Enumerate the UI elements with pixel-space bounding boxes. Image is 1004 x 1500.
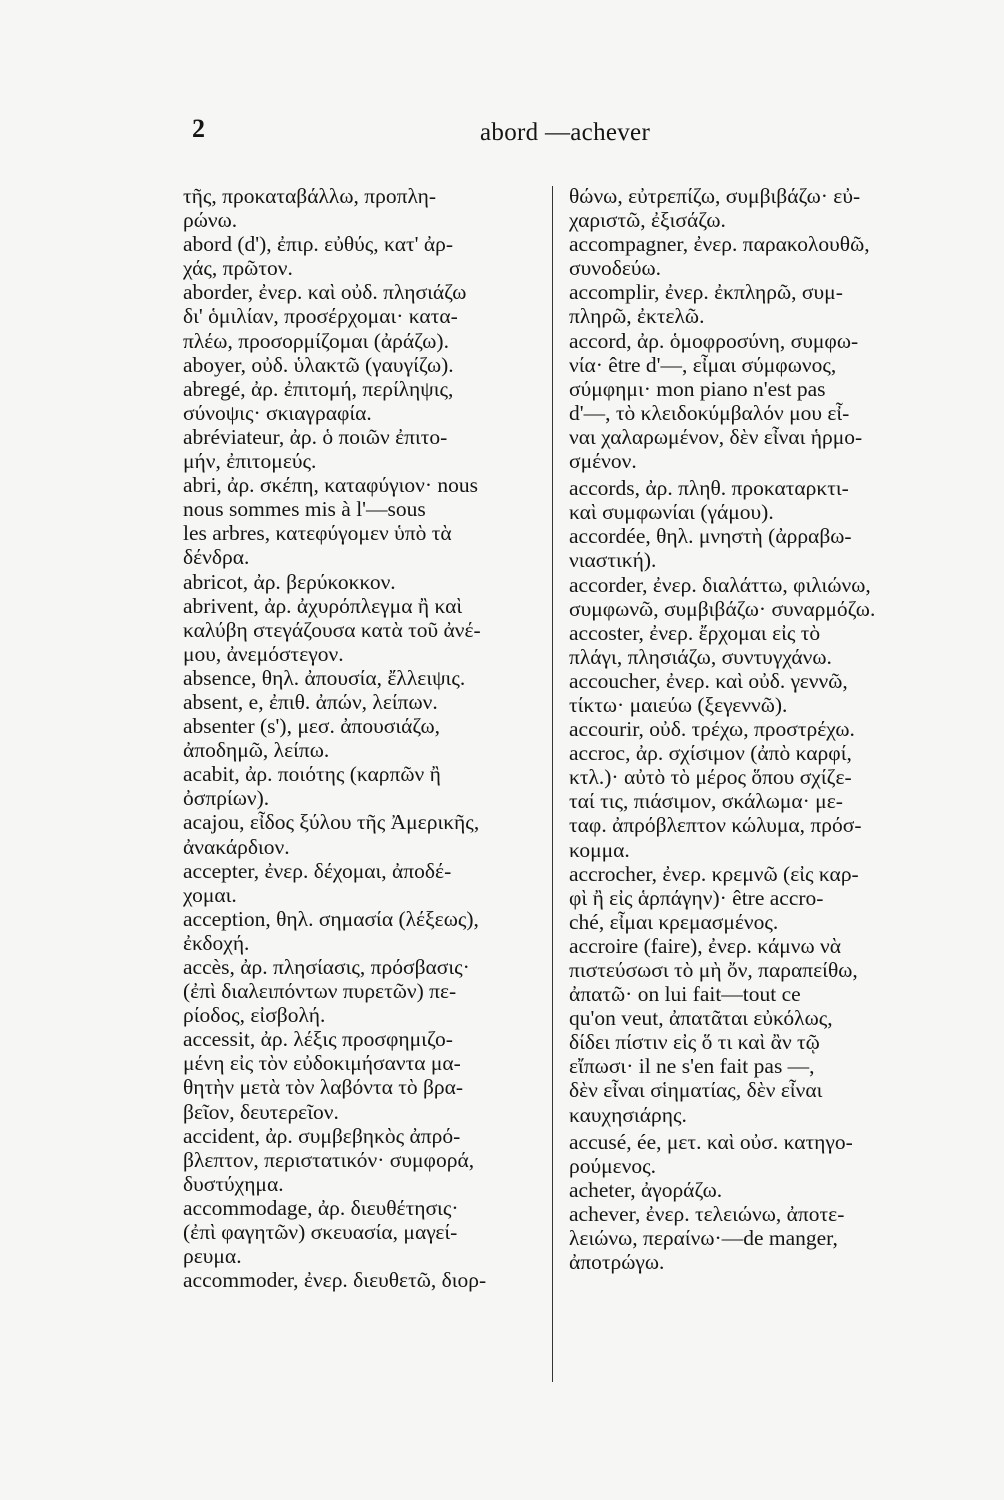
dictionary-line: (ἐπὶ διαλειπόντων πυρετῶν) πε-: [183, 979, 457, 1004]
dictionary-line: ὀσπρίων).: [183, 786, 270, 811]
dictionary-line: abrivent, ἀρ. ἀχυρόπλεγμα ἢ καὶ: [183, 593, 463, 618]
dictionary-line: accommodage, ἀρ. διευθέτησις·: [183, 1195, 459, 1220]
dictionary-line: ταί τις, πιάσιμον, σκάλωμα· με-: [569, 789, 843, 814]
dictionary-line: abréviateur, ἀρ. ὁ ποιῶν ἐπιτο-: [183, 424, 448, 449]
right-column: [569, 184, 934, 1274]
dictionary-line: d'—, τὸ κλειδοκύμβαλόν μου εἶ-: [569, 400, 850, 425]
running-head: abord —achever: [480, 119, 651, 146]
dictionary-line: abricot, ἀρ. βερύκοκκον.: [183, 569, 396, 594]
dictionary-line: καλύβη στεγάζουσα κατὰ τοῦ ἀνέ-: [183, 617, 481, 642]
dictionary-line: absent, e, ἐπιθ. ἀπών, λείπων.: [183, 689, 438, 714]
dictionary-line: φὶ ἢ εἰς ἁρπάγην)· être accro-: [569, 885, 824, 910]
dictionary-line: ρίοδος, εἰσβολή.: [183, 1003, 326, 1028]
dictionary-line: accoster, ἐνερ. ἔρχομαι εἰς τὸ: [569, 620, 821, 645]
dictionary-line: accordée, θηλ. μνηστὴ (ἀρραβω-: [569, 524, 852, 549]
dictionary-line: accourir, οὐδ. τρέχω, προστρέχω.: [569, 717, 855, 742]
dictionary-line: ἀνακάρδιον.: [183, 834, 290, 859]
dictionary-line: θητὴν μετὰ τὸν λαβόντα τὸ βρα-: [183, 1075, 464, 1100]
dictionary-line: absenter (s'), μεσ. ἀπουσιάζω,: [183, 714, 441, 739]
dictionary-line: δένδρα.: [183, 545, 250, 570]
dictionary-line: καυχησιάρης.: [569, 1102, 687, 1127]
left-column: [183, 184, 548, 1292]
dictionary-line: les arbres, κατεφύγομεν ὑπὸ τὰ: [183, 521, 452, 546]
dictionary-line: μήν, ἐπιτομεύς.: [183, 449, 317, 474]
dictionary-line: δίδει πίστιν εἰς ὅ τι καὶ ἂν τῷ: [569, 1030, 820, 1055]
dictionary-line: συνοδεύω.: [569, 256, 662, 281]
dictionary-line: ρώνω.: [183, 208, 238, 233]
dictionary-line: accrocher, ἐνερ. κρεμνῶ (εἰς καρ-: [569, 861, 859, 886]
dictionary-line: abri, ἀρ. σκέπη, καταφύγιον· nous: [183, 473, 478, 498]
dictionary-line: δυστύχημα.: [183, 1171, 284, 1196]
dictionary-line: (ἐπὶ φαγητῶν) σκευασία, μαγεί-: [183, 1220, 458, 1245]
dictionary-line: accroc, ἀρ. σχίσιμον (ἀπὸ καρφί,: [569, 741, 852, 766]
dictionary-line: ἀποδημῶ, λείπω.: [183, 738, 330, 763]
dictionary-line: accès, ἀρ. πλησίασις, πρόσβασις·: [183, 955, 470, 979]
dictionary-line: σύμφημι· mon piano n'est pas: [569, 376, 826, 401]
dictionary-line: accorder, ἐνερ. διαλάττω, φιλιώνω,: [569, 572, 871, 597]
dictionary-line: abord (d'), ἐπιρ. εὐθύς, κατ' ἀρ-: [183, 232, 453, 257]
dictionary-line: σμένον.: [569, 449, 637, 474]
dictionary-line: τίκτω· μαιεύω (ξεγεννῶ).: [569, 692, 788, 717]
dictionary-line: ρευμα.: [183, 1244, 242, 1269]
dictionary-line: aboyer, οὐδ. ὑλακτῶ (γαυγίζω).: [183, 352, 454, 377]
dictionary-line: κομμα.: [569, 837, 630, 862]
dictionary-line: συμφωνῶ, συμβιβάζω· συναρμόζω.: [569, 596, 876, 621]
dictionary-line: ἀποτρώγω.: [569, 1250, 665, 1275]
dictionary-line: σύνοψις· σκιαγραφία.: [183, 400, 372, 425]
dictionary-line: accepter, ἐνερ. δέχομαι, ἀποδέ-: [183, 858, 452, 883]
column-rule: [552, 186, 553, 1382]
dictionary-line: ἐκδοχή.: [183, 930, 250, 955]
dictionary-line: ἀπατῶ· on lui fait—tout ce: [569, 982, 801, 1007]
dictionary-line: πληρῶ, ἐκτελῶ.: [569, 304, 705, 329]
dictionary-line: νία· être d'—, εἶμαι σύμφωνος,: [569, 352, 837, 377]
dictionary-line: δὲν εἶναι σἱηματίας, δὲν εἶναι: [569, 1078, 823, 1103]
dictionary-line: βλεπτον, περιστατικόν· συμφορά,: [183, 1147, 475, 1172]
dictionary-line: χάς, πρῶτον.: [183, 256, 293, 281]
dictionary-line: accomplir, ἐνερ. ἐκπληρῶ, συμ-: [569, 280, 843, 305]
dictionary-line: πλάγι, πλησιάζω, συντυγχάνω.: [569, 644, 832, 669]
dictionary-line: θώνω, εὐτρεπίζω, συμβιβάζω· εὐ-: [569, 184, 861, 208]
dictionary-line: τῆς, προκαταβάλλω, προπλη-: [183, 184, 437, 208]
dictionary-line: acabit, ἀρ. ποιότης (καρπῶν ἢ: [183, 762, 441, 787]
dictionary-line: absence, θηλ. ἀπουσία, ἔλλειψις.: [183, 665, 466, 690]
dictionary-line: qu'on veut, ἀπατᾶται εὐκόλως,: [569, 1006, 833, 1031]
dictionary-line: εἴπωσι· il ne s'en fait pas —,: [569, 1054, 815, 1079]
dictionary-line: accoucher, ἐνερ. καὶ οὐδ. γεννῶ,: [569, 668, 848, 693]
dictionary-line: accroire (faire), ἐνερ. κάμνω νὰ: [569, 933, 841, 958]
dictionary-line: ρούμενος.: [569, 1153, 657, 1178]
dictionary-line: πιστεύσωσι τὸ μὴ ὄν, παραπείθω,: [569, 958, 858, 982]
dictionary-line: μένη εἰς τὸν εὐδοκιμήσαντα μα-: [183, 1051, 461, 1076]
dictionary-line: λειώνω, περαίνω·—de manger,: [569, 1226, 838, 1251]
dictionary-line: acception, θηλ. σημασία (λέξεως),: [183, 906, 479, 931]
dictionary-line: δι' ὁμιλίαν, προσέρχομαι· κατα-: [183, 304, 458, 329]
dictionary-line: ναι χαλαρωμένον, δὲν εἶναι ἡρμο-: [569, 424, 863, 449]
page-number: 2: [192, 114, 205, 143]
dictionary-line: achever, ἐνερ. τελειώνω, ἀποτε-: [569, 1201, 845, 1226]
dictionary-line: accords, ἀρ. πληθ. προκαταρκτι-: [569, 476, 849, 501]
dictionary-line: χαριστῶ, ἐξισάζω.: [569, 208, 726, 233]
dictionary-line: κτλ.)· αὐτὸ τὸ μέρος ὅπου σχίζε-: [569, 765, 852, 790]
dictionary-line: nous sommes mis à l'—sous: [183, 497, 426, 522]
dictionary-line: accommoder, ἐνερ. διευθετῶ, διορ-: [183, 1268, 487, 1293]
dictionary-line: accessit, ἀρ. λέξις προσφημιζο-: [183, 1027, 453, 1052]
dictionary-line: acajou, εἶδος ξύλου τῆς Ἀμερικῆς,: [183, 810, 480, 835]
dictionary-line: accord, ἀρ. ὁμοφροσύνη, συμφω-: [569, 328, 859, 353]
dictionary-line: aborder, ἐνερ. καὶ οὐδ. πλησιάζω: [183, 280, 467, 305]
dictionary-line: ché, εἶμαι κρεμασμένος.: [569, 909, 779, 934]
dictionary-line: ταφ. ἀπρόβλεπτον κώλυμα, πρόσ-: [569, 813, 862, 838]
dictionary-line: accompagner, ἐνερ. παρακολουθῶ,: [569, 232, 870, 257]
dictionary-line: μου, ἀνεμόστεγον.: [183, 641, 344, 666]
dictionary-line: accusé, ée, μετ. καὶ οὐσ. κατηγο-: [569, 1129, 853, 1154]
dictionary-line: accident, ἀρ. συμβεβηκὸς ἀπρό-: [183, 1123, 461, 1148]
dictionary-line: καὶ συμφωνίαι (γάμου).: [569, 500, 774, 525]
dictionary-line: πλέω, προσορμίζομαι (ἀράζω).: [183, 328, 449, 353]
dictionary-line: abregé, ἀρ. ἐπιτομή, περίληψις,: [183, 376, 454, 401]
dictionary-line: χομαι.: [183, 882, 237, 907]
dictionary-line: νιαστική).: [569, 548, 657, 573]
dictionary-line: acheter, ἀγοράζω.: [569, 1177, 723, 1202]
dictionary-line: βεῖον, δευτερεῖον.: [183, 1099, 339, 1124]
